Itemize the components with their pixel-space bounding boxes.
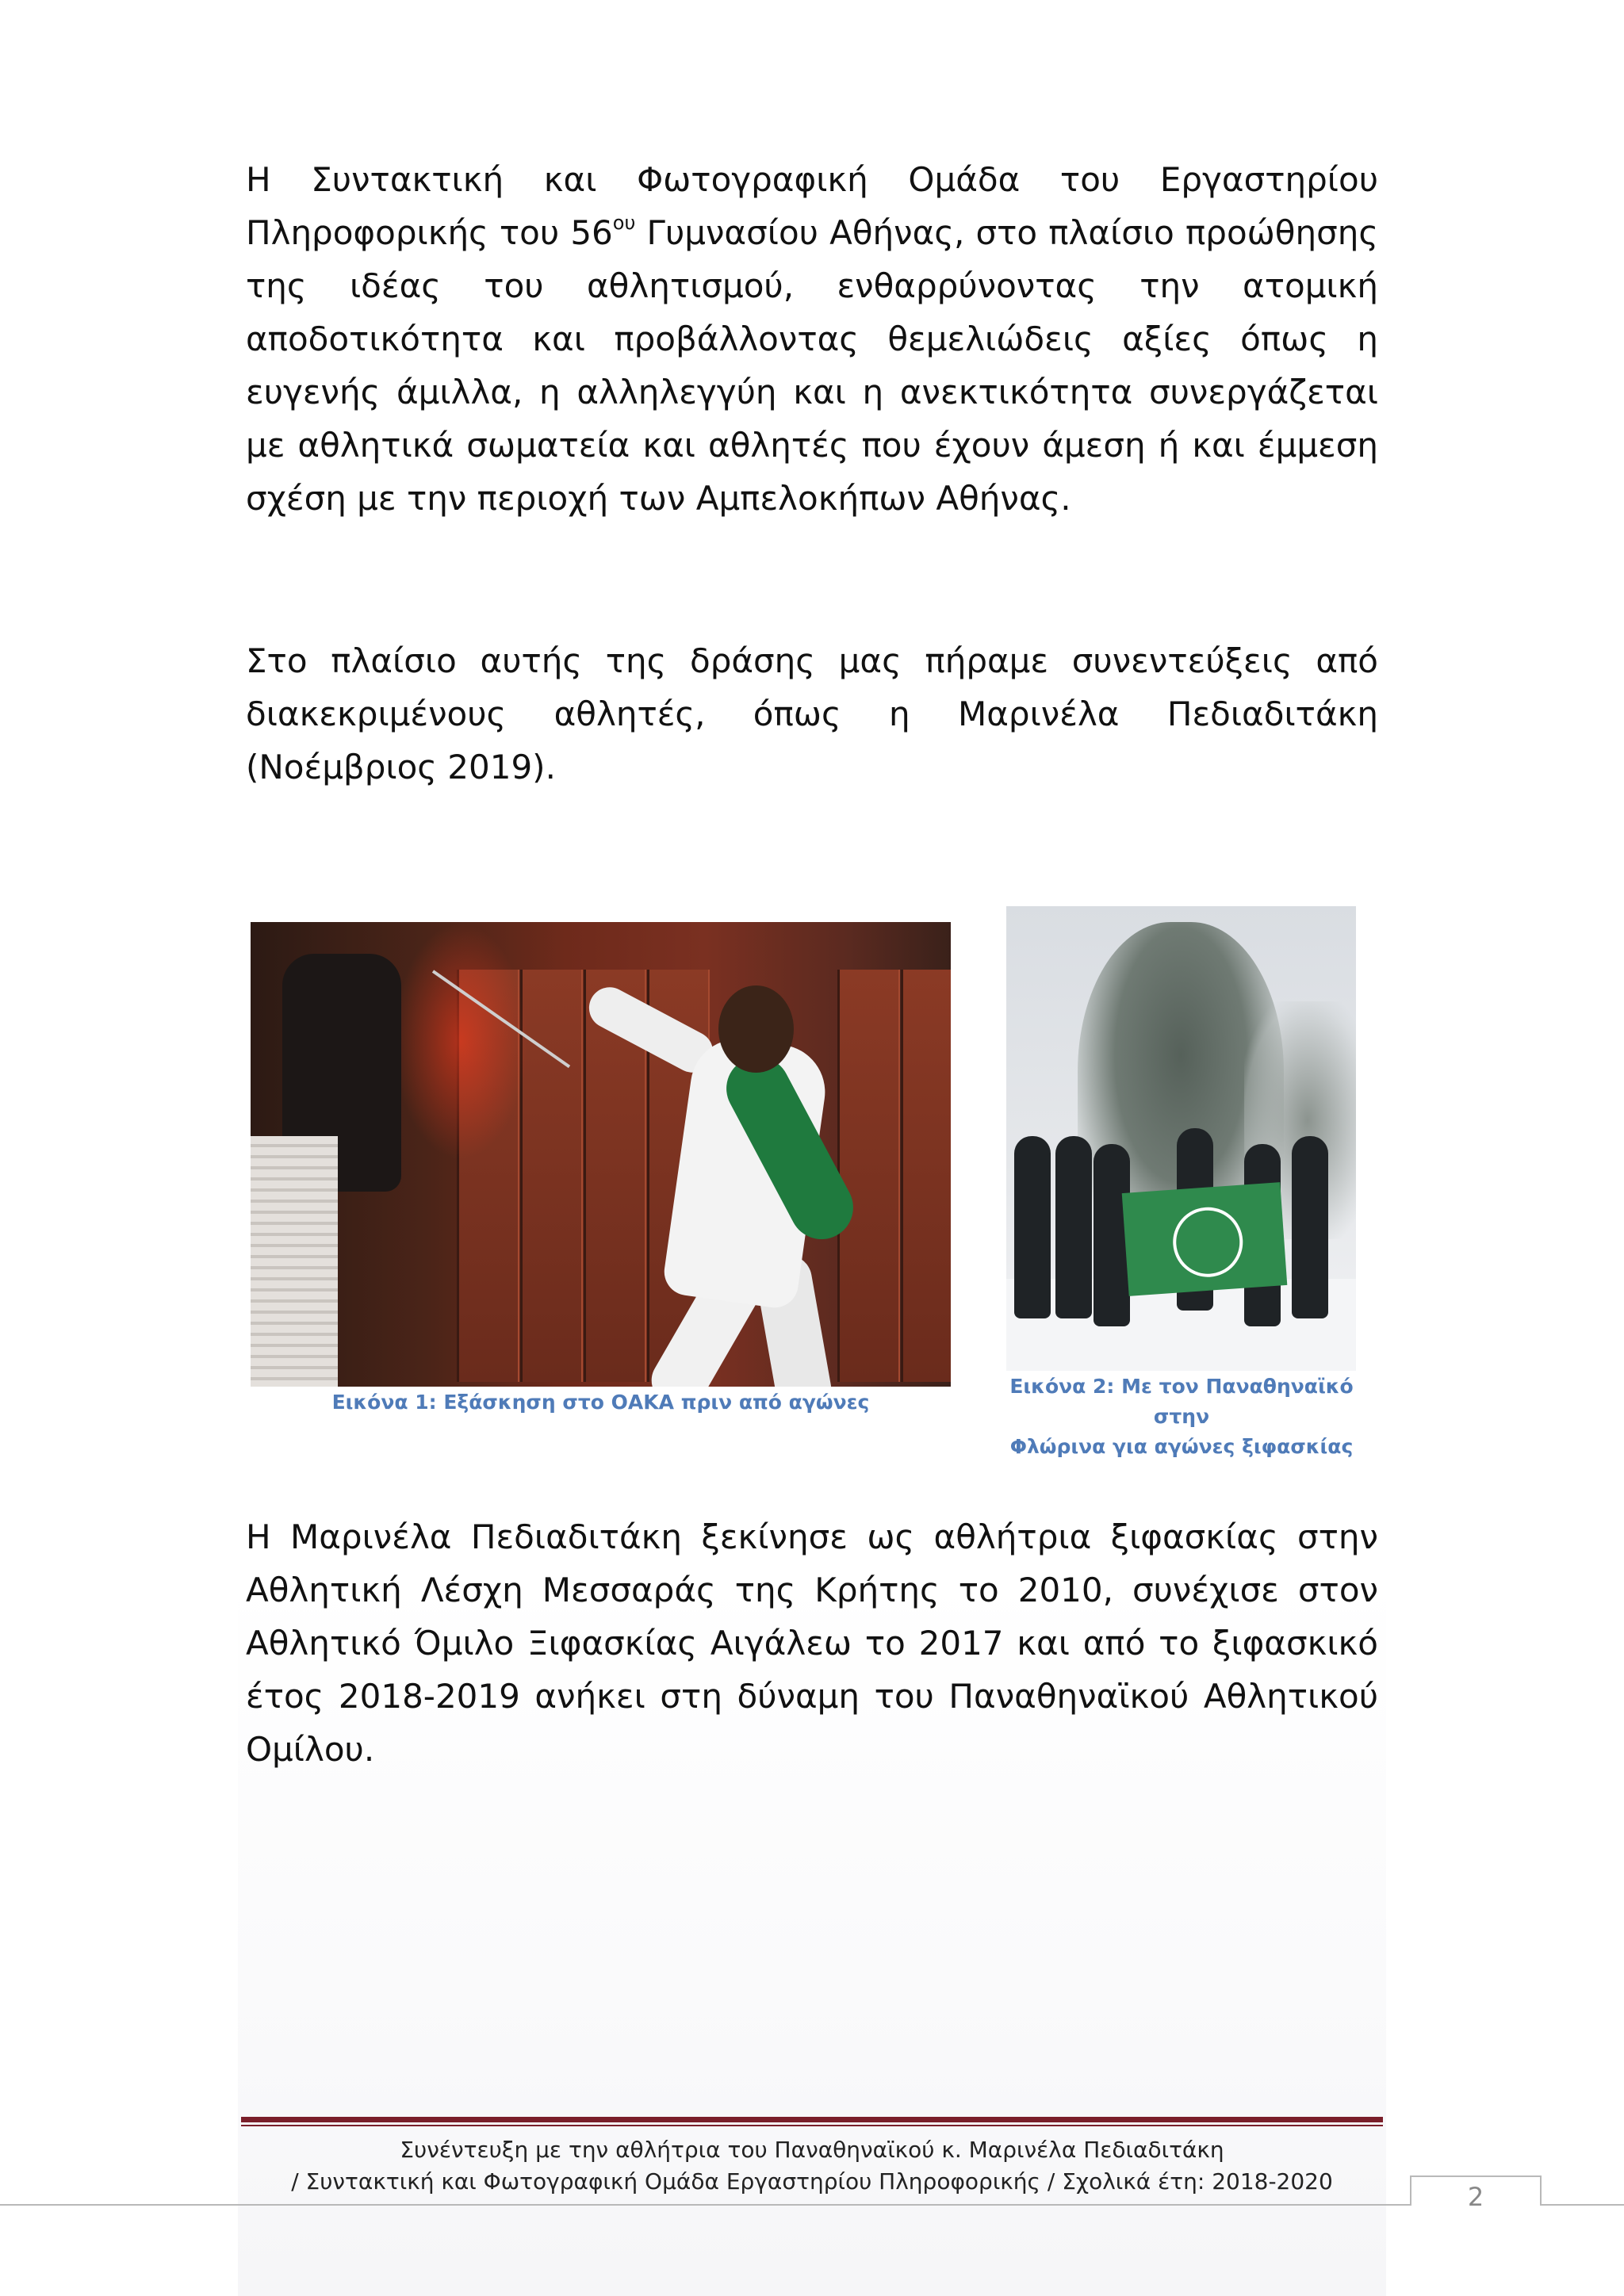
white-panel — [251, 1136, 338, 1387]
figure-1-caption: Εικόνα 1: Εξάσκηση στο ΟΑΚΑ πριν από αγώνες — [331, 1391, 870, 1414]
figure-2-caption-line2: Φλώρινα για αγώνες ξιφασκίας — [1009, 1435, 1354, 1458]
team-member — [1292, 1136, 1328, 1318]
locker-door — [901, 970, 951, 1382]
fencing-practice-photo — [251, 922, 951, 1387]
interviews-paragraph: Στο πλαίσιο αυτής της δράσης μας πήραμε συνεντεύξεις από διακεκριμένους αθλητές, όπως η Μαρινέλα Πεδιαδιτάκη (Νοέμβριος 2019). — [246, 641, 1378, 786]
footer-title: Συνέντευξη με την αθλήτρια του Παναθηναϊκού κ. Μαρινέλα Πεδιαδιτάκη — [400, 2137, 1224, 2163]
intro-text-end: Γυμνασίου Αθήνας, στο πλαίσιο προώθησης της ιδέας του αθλητισμού, ενθαρρύνοντας την ατομική αποδοτικότητα και προβάλλοντας θεμελιώδεις αξίες όπως η ευγενής άμιλλα, η αλληλεγγύη και η ανεκτικότητα συνεργάζεται με αθλητικά σωματεία και αθλητές που έχουν άμεση ή και έμμεση σχέση με την περιοχή των Αμπελοκήπων Αθήνας. — [246, 213, 1379, 518]
ordinal-superscript: ου — [612, 212, 636, 234]
figure-2-caption-line1: Εικόνα 2: Με τον Παναθηναϊκό στην — [1009, 1375, 1354, 1428]
team-member — [1055, 1136, 1092, 1318]
red-light — [393, 922, 528, 1160]
footer-subtitle: / Συντακτική και Φωτογραφική Ομάδα Εργαστηρίου Πληροφορικής / Σχολικά έτη: 2018-2020 — [291, 2168, 1333, 2195]
footer-rule-thin — [241, 2125, 1383, 2126]
intro-paragraph — [246, 153, 1378, 525]
fencer-head — [718, 985, 794, 1073]
biography-paragraph: Η Μαρινέλα Πεδιαδιτάκη ξεκίνησε ως αθλήτρια ξιφασκίας στην Αθλητική Λέσχη Μεσσαράς της Κρήτης το 2010, συνέχισε στον Αθλητικό Όμιλο Ξιφασκίας Αιγάλεω το 2017 και από το ξιφασκικό έτος 2018-2019 ανήκει στη δύναμη του Παναθηναϊκού Αθλητικού Ομίλου. — [246, 1517, 1378, 1769]
intro-text-start: Η Συντακτική και Φωτογραφική Ομάδα του Εργαστηρίου Πληροφορικής του 56 — [246, 160, 1378, 252]
locker-door — [520, 970, 583, 1382]
club-flag — [1122, 1182, 1288, 1296]
team-snow-photo — [1006, 906, 1356, 1371]
page-number: 2 — [1467, 2182, 1484, 2212]
footer-bottom-line — [0, 2204, 1624, 2206]
locker-door — [837, 970, 900, 1382]
figure-2-caption — [983, 1372, 1380, 1462]
footer-rule — [241, 2117, 1383, 2122]
shamrock-emblem-icon — [1170, 1205, 1245, 1280]
team-member — [1014, 1136, 1051, 1318]
